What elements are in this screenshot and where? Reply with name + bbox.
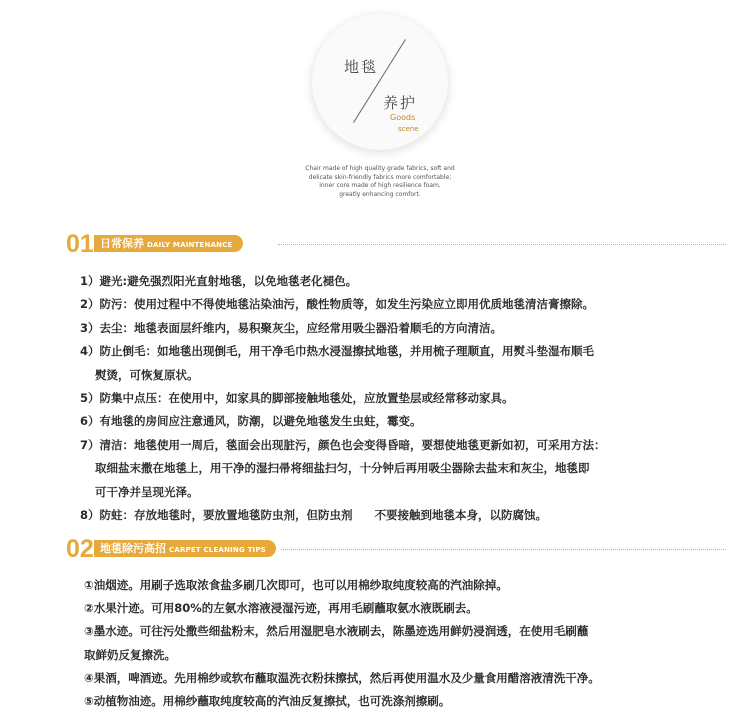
list-item <box>80 504 720 527</box>
list-item <box>80 434 720 504</box>
list-item-text: 不要接触到地毯本身，以防腐蚀。 <box>374 508 547 523</box>
description-line: delicate skin-friendly fabrics more comfortable; <box>308 173 452 181</box>
list-item-text: 8）防蛀：存放地毯时，要放置地毯防虫剂，但防虫剂 <box>80 508 353 523</box>
title-en-line2: scene <box>398 125 419 133</box>
description-line: inner core made of high resilience foam, <box>319 182 441 189</box>
description-line: greatly enhancing comfort. <box>339 190 421 198</box>
cleaning-tips-list <box>84 574 724 713</box>
list-item <box>84 620 724 666</box>
section1-header <box>66 230 726 258</box>
section2-dotted-rule <box>281 549 726 550</box>
section2-title-en: CARPET CLEANING TIPS <box>169 546 266 554</box>
list-item-line: 4）防止倒毛：如地毯出现倒毛，用干净毛巾热水浸湿擦拭地毯，并用梳子理顺直，用熨斗垫湿布顺毛 <box>80 344 594 359</box>
list-item <box>80 317 720 340</box>
list-item-line: 取细盐末撒在地毯上，用干净的湿扫帚将细盐扫匀，十分钟后再用吸尘器除去盐末和灰尘，地毯即 <box>95 461 590 476</box>
list-item-line: 6）有地毯的房间应注意通风，防潮，以避免地毯发生虫蛀，霉变。 <box>80 414 422 429</box>
list-item <box>84 574 724 597</box>
list-item <box>84 597 724 620</box>
list-item-line: ④果酒，啤酒迹。先用棉纱或软布蘸取温洗衣粉抹擦拭，然后再使用温水及少量食用醋溶液清洗干净。 <box>84 670 600 685</box>
list-item-line: 5）防集中点压：在使用中，如家具的脚部接触地毯处，应放置垫层或经常移动家具。 <box>80 391 514 406</box>
section2-header <box>66 535 726 563</box>
section1-title-en: DAILY MAINTENANCE <box>147 241 233 249</box>
description-block <box>280 165 480 199</box>
list-item <box>84 690 724 713</box>
title-en-line1: Goods <box>390 113 416 122</box>
list-item-line: 7）清洁：地毯使用一周后，毯面会出现脏污，颜色也会变得昏暗，要想使地毯更新如初，可采用方法： <box>80 437 606 452</box>
title-badge-circle <box>312 14 448 150</box>
description-line: Chair made of high quality grade fabrics, soft and <box>305 165 455 172</box>
list-item <box>80 387 720 410</box>
section2-title: 地毯除污高招 <box>100 542 166 555</box>
maintenance-list <box>80 270 720 527</box>
list-item <box>80 293 720 316</box>
list-item <box>84 667 724 690</box>
list-item <box>80 270 720 293</box>
list-item-line: 3）去尘：地毯表面层纤维内，易积聚灰尘，应经常用吸尘器沿着顺毛的方向清洁。 <box>80 320 502 335</box>
title-right: 养护 <box>383 94 418 112</box>
list-item-line: ⑤动植物油迹。用棉纱蘸取纯度较高的汽油反复擦拭，也可洗涤剂擦刷。 <box>84 694 451 709</box>
list-item-line: ③墨水迹。可往污处撒些细盐粉末，然后用湿肥皂水液刷去，陈墨迹选用鲜奶浸润透，在使用毛刷蘸 <box>84 624 589 639</box>
section1-title: 日常保养 <box>100 237 144 250</box>
list-item-line: 取鲜奶反复擦洗。 <box>84 647 176 662</box>
section1-title-bar <box>94 235 243 252</box>
title-left: 地毯 <box>344 58 379 76</box>
list-item-line: ①油烟迹。用刷子选取浓食盐多刷几次即可，也可以用棉纱取纯度较高的汽油除掉。 <box>84 578 508 592</box>
list-item-line: ②水果汁迹。可用80%的左氨水溶液浸湿污迹，再用毛刷蘸取氨水液既刷去。 <box>84 601 478 616</box>
list-item-line: 1）避光:避免强烈阳光直射地毯，以免地毯老化褪色。 <box>80 274 358 288</box>
list-item-line: 可干净并呈现光泽。 <box>95 484 199 499</box>
list-item-line: 熨烫，可恢复原状。 <box>95 367 199 382</box>
section1-dotted-rule <box>278 244 726 245</box>
list-item <box>80 410 720 433</box>
list-item <box>80 340 720 387</box>
section2-number: 02 <box>66 535 94 563</box>
section2-title-bar <box>94 540 276 557</box>
list-item-line <box>80 504 720 527</box>
list-item-line: 2）防污：使用过程中不得使地毯沾染油污，酸性物质等，如发生污染应立即用优质地毯清洁膏擦除。 <box>80 297 594 312</box>
section1-number: 01 <box>66 230 94 258</box>
